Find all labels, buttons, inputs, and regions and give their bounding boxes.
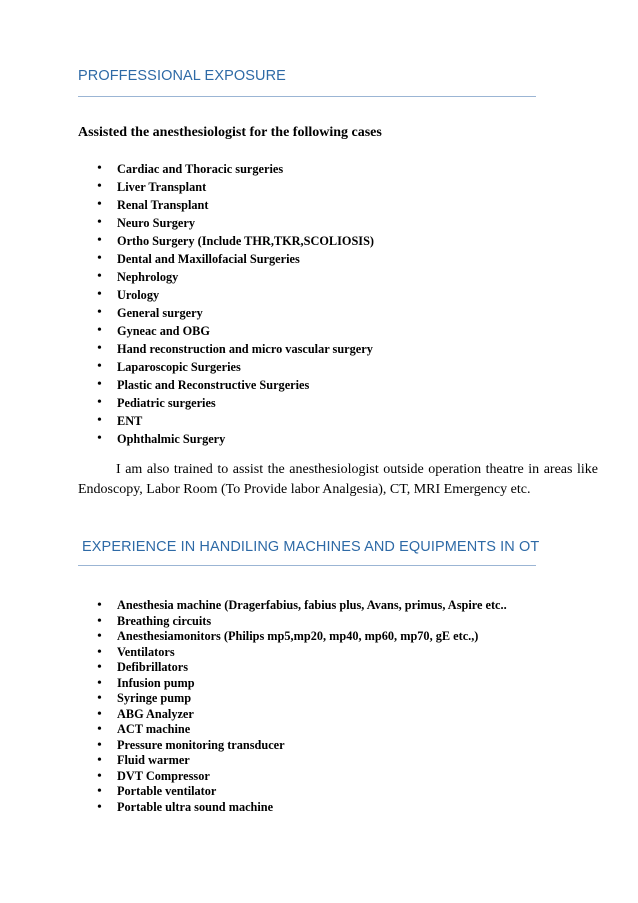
case-list-item: • Urology [97, 286, 374, 304]
case-list-item: • Plastic and Reconstructive Surgeries [97, 376, 374, 394]
equipment-list-item: • Pressure monitoring transducer [97, 738, 507, 754]
section-intro-text: Assisted the anesthesiologist for the following cases [78, 125, 382, 140]
equipment-list-item: • Ventilators [97, 645, 507, 661]
equipment-list-item: • Infusion pump [97, 676, 507, 692]
case-list-item: • Gyneac and OBG [97, 322, 374, 340]
equipment-list-item: • Defibrillators [97, 660, 507, 676]
case-list-item: • ENT [97, 412, 374, 430]
case-list-item: • Renal Transplant [97, 196, 374, 214]
equipment-list-item: • Anesthesia machine (Dragerfabius, fabius plus, Avans, primus, Aspire etc.. [97, 598, 507, 614]
equipment-list-item: • Syringe pump [97, 691, 507, 707]
equipment-list-item: • ACT machine [97, 722, 507, 738]
case-list-item: • Ortho Surgery (Include THR,TKR,SCOLIOSIS) [97, 232, 374, 250]
equipment-list-item: • Fluid warmer [97, 753, 507, 769]
cases-list [97, 160, 374, 448]
equipment-list-item: • Portable ventilator [97, 784, 507, 800]
case-list-item: • General surgery [97, 304, 374, 322]
case-list-item: • Cardiac and Thoracic surgeries [97, 160, 374, 178]
section-heading-equipment-experience: EXPERIENCE IN HANDILING MACHINES AND EQUIPMENTS IN OT [82, 539, 540, 555]
heading-underline [78, 565, 536, 566]
equipment-list-item: • Anesthesiamonitors (Philips mp5,mp20, mp40, mp60, mp70, gE etc.,) [97, 629, 507, 645]
equipment-list-item: • ABG Analyzer [97, 707, 507, 723]
section-heading-professional-exposure: PROFFESSIONAL EXPOSURE [78, 68, 286, 84]
equipment-list [97, 598, 507, 815]
equipment-list-item: • DVT Compressor [97, 769, 507, 785]
equipment-list-item: • Breathing circuits [97, 614, 507, 630]
case-list-item: • Laparoscopic Surgeries [97, 358, 374, 376]
case-list-item: • Pediatric surgeries [97, 394, 374, 412]
case-list-item: • Nephrology [97, 268, 374, 286]
case-list-item: • Hand reconstruction and micro vascular surgery [97, 340, 374, 358]
additional-training-paragraph: I am also trained to assist the anesthesiologist outside operation theatre in areas like Endoscopy, Labor Room (To Provide labor Analgesia), CT, MRI Emergency etc. [78, 462, 598, 497]
heading-underline [78, 96, 536, 97]
case-list-item: • Dental and Maxillofacial Surgeries [97, 250, 374, 268]
equipment-list-item: • Portable ultra sound machine [97, 800, 507, 816]
case-list-item: • Neuro Surgery [97, 214, 374, 232]
case-list-item: • Liver Transplant [97, 178, 374, 196]
case-list-item: • Ophthalmic Surgery [97, 430, 374, 448]
